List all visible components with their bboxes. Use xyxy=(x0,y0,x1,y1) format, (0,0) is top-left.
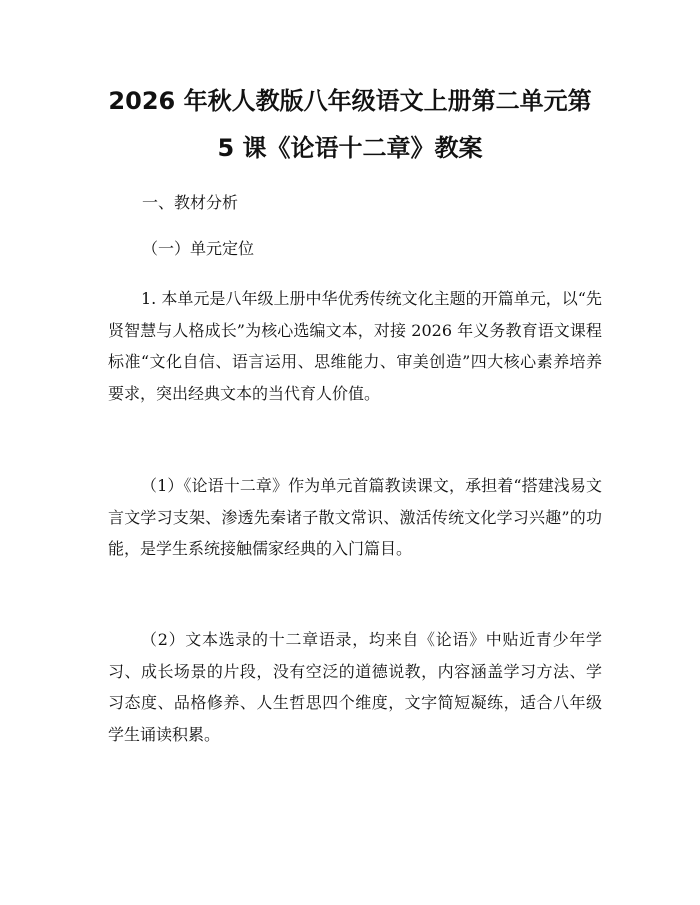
paragraph-text-selection: （2）文本选录的十二章语录，均来自《论语》中贴近青少年学习、成长场景的片段，没有空泛的道德说教，内容涵盖学习方法、学习态度、品格修养、人生哲思四个维度，文字简短凝练，适合八年级学生诵读积累。 xyxy=(108,630,602,744)
subsection-heading: （一）单元定位 xyxy=(142,239,255,258)
document-title-line-1: 2026 年秋人教版八年级语文上册第二单元第 xyxy=(108,87,592,115)
document-title-line-2: 5 课《论语十二章》教案 xyxy=(217,134,483,162)
paragraph-unit-overview: 1. 本单元是八年级上册中华优秀传统文化主题的开篇单元，以“先贤智慧与人格成长”为核心选编文本，对接 2026 年义务教育语文课程标准“文化自信、语言运用、思维能力、审美创造”四大核心素养培养要求，突出经典文本的当代育人价值。 xyxy=(108,289,602,403)
paragraph-lesson-role: （1）《论语十二章》作为单元首篇教读课文，承担着“搭建浅易文言文学习支架、渗透先秦诸子散文常识、激活传统文化学习兴趣”的功能，是学生系统接触儒家经典的入门篇目。 xyxy=(108,476,602,558)
section-heading: 一、教材分析 xyxy=(142,193,239,212)
